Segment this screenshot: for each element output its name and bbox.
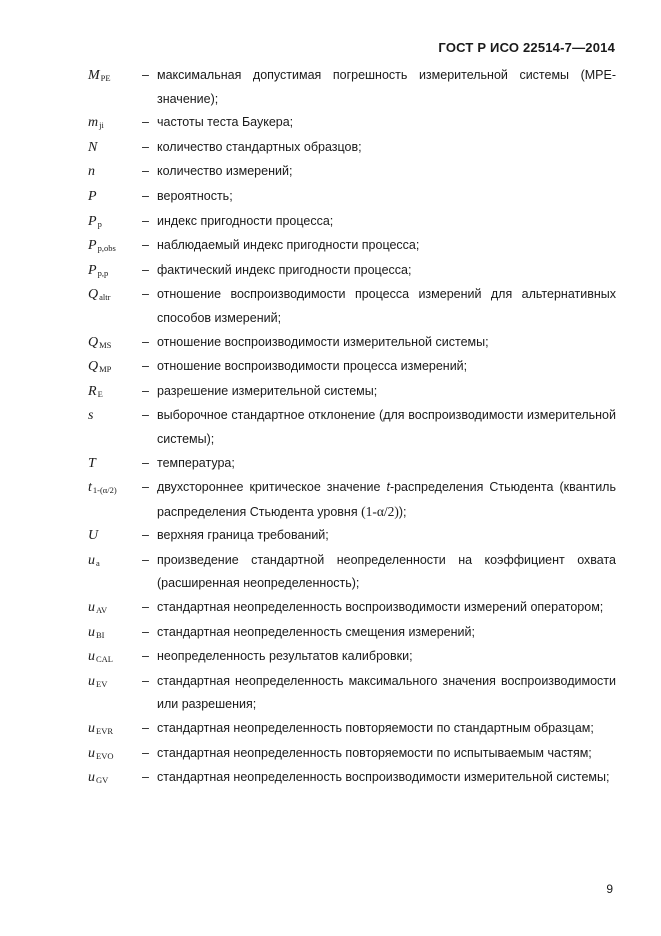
definition: частоты теста Баукера; (157, 115, 294, 130)
dash: – (142, 139, 149, 154)
definition: отношение воспроизводимости процесса измерений; (157, 359, 468, 374)
definition: отношение воспроизводимости процесса измерений для альтернативных способов измерений; (157, 287, 616, 325)
list-item (88, 331, 616, 356)
dash: – (142, 528, 149, 543)
list-item (88, 524, 616, 549)
symbol: $P_{p,p}$ (88, 262, 109, 278)
list-item (88, 670, 616, 717)
dash: – (142, 359, 149, 374)
list-item (88, 476, 616, 524)
definition: температура; (157, 455, 235, 470)
symbols-list (88, 64, 616, 791)
definition: произведение стандартной неопределенности на коэффициент охвата (расширенная неопределенность); (157, 552, 616, 591)
list-item (88, 742, 616, 767)
dash: – (142, 480, 149, 495)
definition: отношение воспроизводимости измерительной системы; (157, 334, 489, 349)
symbol: s (88, 408, 94, 424)
list-item (88, 64, 616, 111)
dash: – (142, 673, 149, 688)
definition: стандартная неопределенность повторяемости по стандартным образцам; (157, 721, 594, 736)
definition: вероятность; (157, 188, 233, 203)
list-item (88, 452, 616, 477)
dash: – (142, 721, 149, 736)
list-item (88, 185, 616, 210)
dash: – (142, 164, 149, 179)
dash: – (142, 188, 149, 203)
dash: – (142, 334, 149, 349)
list-item (88, 355, 616, 380)
symbol: N (88, 139, 98, 155)
list-item (88, 645, 616, 670)
definition: стандартная неопределенность воспроизводимости измерительной системы; (157, 770, 610, 785)
symbol: T (88, 455, 96, 471)
symbol: U (88, 528, 99, 544)
definition: стандартная неопределенность воспроизводимости измерений оператором; (157, 600, 604, 615)
symbol: $u_a$ (88, 552, 100, 568)
symbol: $u_{BI}$ (88, 624, 105, 640)
definition: фактический индекс пригодности процесса; (157, 262, 412, 277)
dash: – (142, 213, 149, 228)
dash: – (142, 455, 149, 470)
dash: – (142, 115, 149, 130)
list-item (88, 766, 616, 791)
dash: – (142, 745, 149, 760)
definition: количество стандартных образцов; (157, 139, 362, 154)
symbol: $Q_{MP}$ (88, 359, 112, 375)
dash: – (142, 770, 149, 785)
list-item (88, 621, 616, 646)
definition: наблюдаемый индекс пригодности процесса; (157, 238, 420, 253)
definition: стандартная неопределенность максимального значения воспроизводимости или разрешения; (157, 673, 616, 712)
definition: неопределенность результатов калибровки; (157, 649, 413, 664)
dash: – (142, 262, 149, 277)
list-item (88, 136, 616, 161)
dash: – (142, 600, 149, 615)
symbol: $u_{EVO}$ (88, 745, 114, 761)
list-item (88, 210, 616, 235)
dash: – (142, 238, 149, 253)
list-item (88, 283, 616, 330)
list-item (88, 380, 616, 405)
dash: – (142, 624, 149, 639)
list-item (88, 404, 616, 451)
symbol: $u_{CAL}$ (88, 649, 113, 665)
dash: – (142, 408, 149, 423)
symbol: $Q_{altr}$ (88, 287, 111, 303)
list-item (88, 596, 616, 621)
definition: верхняя граница требований; (157, 528, 329, 543)
list-item (88, 160, 616, 185)
definition: стандартная неопределенность смещения измерений; (157, 624, 475, 639)
list-item (88, 234, 616, 259)
dash: – (142, 383, 149, 398)
symbol: $u_{EV}$ (88, 673, 108, 689)
document-header: ГОСТ Р ИСО 22514-7—2014 (438, 40, 615, 55)
symbol: $P_{p,obs}$ (88, 238, 116, 254)
symbol: $R_E$ (88, 383, 103, 399)
list-item (88, 111, 616, 136)
definition: двухстороннее критическое значение t-распределения Стьюдента (квантиль распределения Стьюдента уровня (1-α/2)); (157, 480, 616, 519)
definition: количество измерений; (157, 164, 293, 179)
list-item (88, 549, 616, 596)
symbol: $m_{ji}$ (88, 115, 104, 131)
definition: разрешение измерительной системы; (157, 383, 378, 398)
dash: – (142, 68, 149, 82)
definition: индекс пригодности процесса; (157, 213, 334, 228)
definition: выборочное стандартное отклонение (для воспроизводимости измерительной системы); (157, 408, 616, 446)
dash: – (142, 287, 149, 302)
symbol: $t_{1-(\alpha/2)}$ (88, 480, 117, 496)
symbol: P (88, 188, 97, 204)
definition: максимальная допустимая погрешность измерительной системы (МРЕ-значение); (157, 68, 616, 106)
list-item (88, 259, 616, 284)
symbol: $Q_{MS}$ (88, 334, 112, 350)
symbol: n (88, 164, 95, 180)
symbol: $u_{AV}$ (88, 600, 108, 616)
definition: стандартная неопределенность повторяемости по испытываемым частям; (157, 745, 592, 760)
symbol: $P_p$ (88, 213, 102, 229)
dash: – (142, 649, 149, 664)
symbol: $u_{EVR}$ (88, 721, 113, 737)
dash: – (142, 552, 149, 567)
page-number: 9 (606, 882, 613, 896)
symbol: $M_{PE}$ (88, 68, 111, 83)
list-item (88, 717, 616, 742)
symbol: $u_{GV}$ (88, 770, 109, 786)
